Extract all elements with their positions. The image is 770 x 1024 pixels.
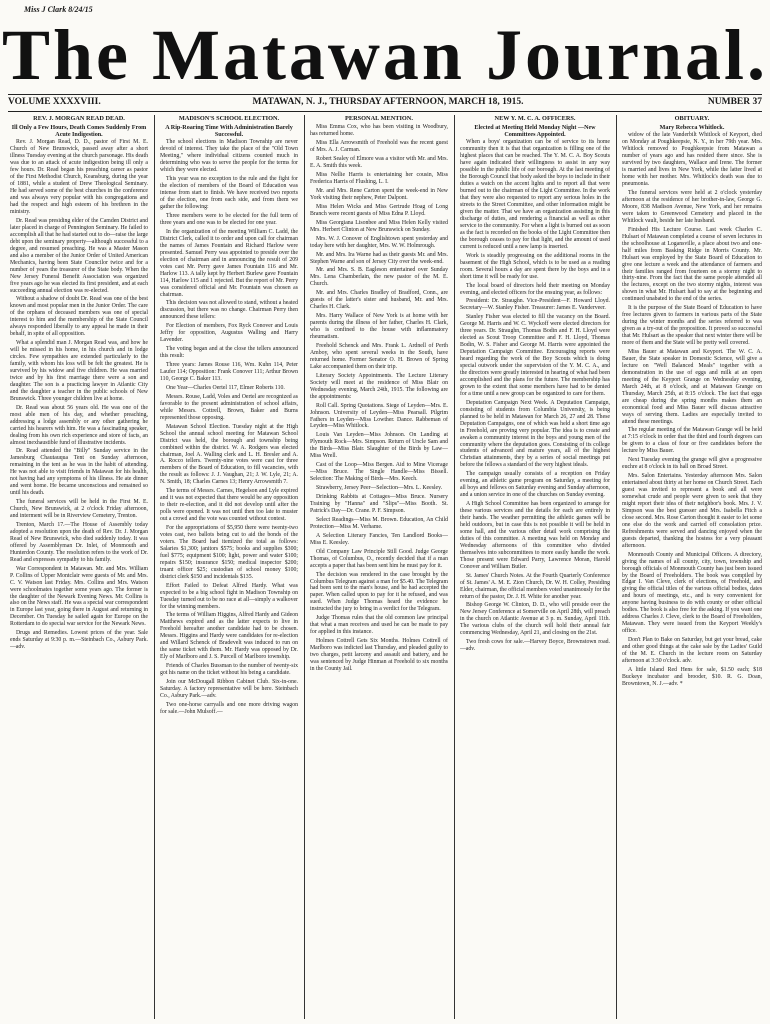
paragraph: Dr. Read was presiding elder of the Camden District and later placed in charge of Pennington Seminary. He failed to accomplish all that he had started out to do—raise the large debt upon the seminary property—although successful to a degree, and resumed preaching. He was a Master Mason and also a member of the Junior Order of United American Mechanics, having been State Councilor twice and for a number of years the treasurer of the State body. When the New Jersey Funeral Benefit Association was organized five years ago he was elected its first president, and at each succeeding annual election was re-elected.	[10, 217, 148, 294]
paragraph: Friends of Charles Bussman to the number of twenty-six got his name on the ticket without his being a candidate.	[160, 663, 298, 677]
paragraph: Miss Emma Cox, who has been visiting in Woodbury, has returned home.	[310, 124, 448, 138]
paragraph: Select Readings—Miss M. Brown. Education, An Child Protection—Miss M. Verhame.	[310, 516, 448, 530]
column-rule	[154, 115, 155, 1019]
paragraph: The terms of Messrs. Carnes, Hegelson and Lyle expired and it was not expected that there would be any opposition to their re-election, and it did not develop until after the polls were opened. It was not until then too late to muster out a crowd and the vote was counted without contest.	[160, 488, 298, 523]
paragraph: Mr. and Mrs. Ira Warne had as their guests Mr. and Mrs. Stephen Warne and son of Jersey City over the week-end.	[310, 251, 448, 265]
paragraph: Robert Sealey of Elmore was a visitor with Mr. and Mrs. E. A. Smith this week.	[310, 156, 448, 170]
paragraph: Mrs. W. J. Conover of Englishtown spent yesterday and today here with her daughter, Mrs. W. W. Holmrough.	[310, 235, 448, 249]
paragraph: Rev. J. Morgan Read, D. D., pastor of First M. E. Church of New Brunswick, passed away after a short illness Tuesday evening at the church parsonage. His death was due to an attack of acute indigestion being ill only a few hours. Dr. Read began his preaching career as pastor of the First Methodist Church, Keansburg, during the year of 1881, while a student of Drew Theological Seminary. He had served some of the best churches in the conference and was always very popular with his congregations and had the respect and high esteem of his brethren in the ministry.	[10, 139, 148, 216]
dateline	[8, 97, 762, 110]
paragraph: Messrs. Rouse, Ladd, Voles and Oertel are recognized as favorable to the present administration of school affairs, while Messrs. Cottrell, Brown, Baker and Burns represented those opposing.	[160, 393, 298, 421]
paragraph: For Election of members, Fox Ryck Conover and Louis Jeffry for opposition, Augustus Walling and Harry Lavender.	[160, 323, 298, 344]
paragraph: Miss Bauer at Matawan and Keyport. The W. C. A. Bauer, the State speaker in Domestic Science, will give a lecture on "Well Balanced Meals" together with a demonstration in the use of eggs and milk at an open meeting of the Keyport Grange on Wednesday evening, March 24th, at 8 o'clock, and at Matawan Grange on Thursday, March 25th, at 8:15 o'clock. The fact that eggs are cheap during the spring months makes them an economical food and Miss Bauer will discuss attractive ways of serving them. Ladies are especially invited to attend these meetings.	[622, 348, 762, 425]
paragraph: Mr. and Mrs. Rene Carton spent the week-end in New York visiting their nephew, Peter Dalpont.	[310, 187, 448, 201]
paragraph: Louis Van Leyden—Miss Johnson. On Landing at Plymouth Rock—Mrs. Simpson. Return of Uncle Sam and the Birds—Miss Blair. Slaughter of the Birds by Law—Miss Wrell.	[310, 432, 448, 460]
paragraph: widow of the late Vanderbilt Whitlock of Keyport, died on Monday at Poughkeepsie, N. Y., in her 79th year. Mrs. Whitlock removed to Poughkeepsie from Matawan a number of years ago and has resided there since. She is survived by two daughters, Wallace and Irene. The former is married and lives in New York, while the latter lived at home with her mother. Mrs. Whitlock's death was due to pneumonia.	[622, 132, 762, 188]
paragraph: Mr. and Mrs. Charles Bradley of Bradford, Conn., are guests of the latter's sister and husband, Mr. and Mrs. Charles H. Clark.	[310, 290, 448, 311]
article-subhead: Mary Rebecca Whitlock.	[659, 125, 725, 132]
paragraph: Dr. Read was about 56 years old. He was one of the most able men of his day, and whether preaching, addressing a lodge assembly or any other gathering he carried his hearers with him. He was a fascinating speaker, dealing from his own rich experience and store of facts, an almost inexhaustible fund of illustrative incidents.	[10, 404, 148, 446]
masthead-title: The Matawan Journal.	[1, 16, 769, 94]
paragraph: Freehold Schenck and Mrs. Frank L. Ardnell of Perth Amboy, who spent several weeks in the South, have returned home. Former Senator O. H. Brown of Spring Lake accompanied them on their trip.	[310, 342, 448, 370]
paragraph: Literary Society Appointments. The Lecture Literary Society will meet at the residence of Miss Blair on Wednesday evening, March 24th, 1915. The following are the appointments:	[310, 372, 448, 400]
article-subhead: Elected at Meeting Held Monday Night —New Committees Appointed.	[474, 125, 596, 139]
article-headline: MADISON'S SCHOOL ELECTION.	[178, 115, 280, 122]
paragraph: Drinking Rabbits at Cottages—Miss Bruce. Nursery Training by "Hanna" and "Slips"—Miss Booth. St. Patrick's Day—Dr. Crane. P. F. Simpson.	[310, 494, 448, 514]
paragraph: Holmes Cottrell Gets Six Months. Holmes Cottrell of Marlboro was indicted last Thursday, and pleaded guilty to two charges, petit larceny and assault and battery, and he was sentenced by Judge Hinman at Freehold to six months in the County Jail.	[310, 638, 448, 672]
column-4	[460, 115, 610, 1021]
paragraph: Judge Thomas rules that the old common law principal that what a man receives and used he can be made to pay for applied in this instance.	[310, 615, 448, 636]
paragraph: Deputation Campaign Next Week. A Deputation Campaign, consisting of students from Columbia University, is being planned to be held in Matawan for March 26, 27 and 28. These Deputation Campaigns, one of which was held a short time ago in Freehold, are proving very popular. The idea is to create and awaken a community interest in the boys and young men of the community where the deputation goes. Consisting of its college students of advanced and mature years, all of the highest Christian attainments, they by a series of social meetings put before the fellows a standard of the very highest ideals.	[460, 399, 610, 469]
paragraph: The school elections in Madison Township are never devoid of interest. They take the place of the "Old Town Meeting," where individual citizens counted much in determining who was to serve the people for the terms for which they were elected.	[160, 139, 298, 174]
article-subhead: Ill Only a Few Hours, Death Comes Suddenly From Acute Indigestion.	[11, 125, 147, 139]
paragraph: Finished His Lecture Course. Last week Charles C. Hulsart of Matawan completed a course of seven lectures in the schoolhouse at Logansville, a place about two and one-half miles from Basking Ridge in Morris County. Mr. Hulsart was employed by the State Board of Education to give one lecture a week and the attendance of farmers and their families ranged from fourteen on a stormy night to thirty-nine. From the fact that the same people attended all the lectures, except on the two stormy nights, interest was shown in what Mr. Hulsart had to say at the beginning and continued unabated to the end of the series.	[622, 226, 762, 303]
column-body	[622, 132, 762, 687]
paragraph: A little Island Red Hens for sale, $1.50 each; $18 Buckeye incubator and brooder, $10. R. G. Doan, Browntown, N. J.—adv. *	[622, 666, 762, 687]
column-body	[10, 139, 148, 651]
paragraph: Miss Ella Arrowsmith of Freehold was the recent guest of Mrs. A. J. Carman.	[310, 140, 448, 154]
paragraph: Dr. Read attended the "Billy" Sunday service in the Jamesburg Chautauqua Tent on Sunday afternoon, remaining in the tent as he was in the habit of attending. He was not able to visit friends in Matawan for his health, not having had any symptoms of his illness. He ate dinner and went home. He became unconscious and remained so until his death.	[10, 448, 148, 497]
column-5	[622, 115, 762, 1021]
paragraph: Effort Failed to Defeat Alfred Hardy. What was expected to be a big school fight in Madison Township on Tuesday turned out to be no race at all—simply a walkover for the winning members.	[160, 582, 298, 610]
paragraph: Stanley Fisher was elected to fill the vacancy on the Board. George M. Harris and W. C. Wyckoff were elected directors for three years. Dr. Straughn, Thomas Bodin and F. H. Lloyd were elected as Scout Troop Committee and F. H. Lloyd, Thomas Bodin, W. S. Fisher and George M. Harris were appointed the Deputation Campaign Committee. Encouraging reports were heard regarding the work of the Boy Scouts which is doing special outwork under the supervision of the Y. M. C. A., and the directors were greatly interested in hearing of what had been accomplished and the plans for the future. The membership has grown to the extent that some members have had to be denied for a time until a new group can be organized to care for them.	[460, 314, 610, 397]
paragraph: The campaign usually consists of a reception on Friday evening, an athletic game program on Saturday, a meeting for all boys and fellows on Saturday evening and Sunday afternoon, and a union service in one of the churches on Sunday evening.	[460, 471, 610, 499]
article-headline: REV. J. MORGAN READ DEAD.	[33, 115, 125, 122]
paragraph: It is the purpose of the State Board of Education to have free lectures given to farmers in various parts of the State during the winter months and the series referred to was given as a try-out of the proposition. It proved so successful that Mr. Hulsart as the speaker that next winter there will be more of them and the State will be pretty well covered.	[622, 305, 762, 347]
issue-number: NUMBER 37	[707, 97, 762, 107]
column-body	[160, 139, 298, 715]
paragraph: In the organization of the meeting William C. Ladd, the District Clerk, called it to order and upon call for chairman the names of James Fountain and Richard Harlow were presented. Samuel Perry was appointed to preside over the election of chairman and in announcing the result of 209 votes cast Mr. Perry gave James Fountain 116 and Mr. Harlow 113. A tally kept by Herbert Burlew gave Fountain 114, Harlow 115 and 1 rejected. But the report of Mr. Perry was considered official and Mr. Fountain was chosen as chairman.	[160, 228, 298, 298]
paragraph: Cast of the Loop—Miss Bergen. Aid to Mine Vicerage—Miss Bruce. The Single Handle—Miss Bissell. Selection: The Making of Birds—Mrs. Keech.	[310, 462, 448, 483]
paragraph: A Selection Literary Fancies, Ten Landlord Books—Miss E. Keesley.	[310, 532, 448, 546]
paragraph: For the appropriations of $5,950 there were twenty-two votes cast, two ballots being cut to aid the bonds of the voters. The Board had itemized the total as follows: Salaries $1,300; janitors $575; books and supplies $300; fuel $775; equipment $100; light, power and water $100; repairs $150; insurance $150; medical inspector $200; truant officer $25; custodian of school money $100; district clerk $150 and incidentals $135.	[160, 525, 298, 580]
paragraph: Old Company Law Principle Still Good. Judge George Thomas, of Columbus, O., recently decided that if a man accepts a paper that has been sent him he must pay for it.	[310, 548, 448, 569]
paragraph: Miss Georgiana Lisonbee and Miss Helen Kelly visited Mrs. Herbert Clinton at New Brunswick on Sunday.	[310, 219, 448, 233]
masthead-rule	[8, 94, 762, 95]
paragraph: Three members were to be elected for the full term of three years and one was to be elected for one year.	[160, 213, 298, 226]
paragraph: Without a shadow of doubt Dr. Read was one of the best known and most popular men in the Junior Order. The care of the orphans of deceased members was one of special interest to him and the membership of the State Council always responded liberally to any appeal he made in their behalf, in spite of all opposition.	[10, 296, 148, 338]
article-headline: PERSONAL MENTION.	[345, 115, 413, 122]
paragraph: What a splendid man J. Morgan Read was, and how he will be missed in his home, in his church and in lodge circles. Few sympathies are extended particularly to the family, with whom his loss will be felt the greatest. He is survived by his widow and five children. He was married twice and by his first marriage there were a son and daughter. The son is a practicing lawyer in Atlantic City and the daughter a teacher in the public schools of New Brunswick. Three younger children live at home.	[10, 340, 148, 402]
paragraph: The local board of directors held their meeting on Monday evening, and elected officers for the ensuing year, as follows:	[460, 282, 610, 296]
column-body	[310, 124, 448, 673]
paragraph: Mrs. Salon Entertains. Yesterday afternoon Mrs. Salon entertained about thirty at her home on Church Street. Each guest was invited to represent a book and all were somewhat crude and people were given to seek that they might report their idea of their neighbor's book. Mrs. J. V. Simpson was the best guesser and Mrs. Isabella Fitch a close second. Mrs. Rose Carton thought it easier to let some one else do the work and carried off consolation prize. Refreshments were served and dancing enjoyed when the guests departed, thanking the hostess for a very pleasant afternoon.	[622, 473, 762, 549]
paragraph: The regular meeting of the Matawan Grange will be held at 7:15 o'clock in order that the third and fourth degrees can be given to a class of four or five candidates before the lecture by Miss Bauer.	[622, 427, 762, 455]
paragraph: Miss Helen Wicks and Miss Gertrude Hoag of Long Branch were recent guests of Miss Edna P. Lloyd.	[310, 203, 448, 217]
column-body	[460, 139, 610, 653]
article-headline: NEW Y. M. C. A. OFFICERS.	[494, 115, 576, 122]
paragraph: The voting began and at the close the tellers announced this result:	[160, 346, 298, 360]
article-subhead: A Rip-Roaring Time With Administration Barely Successful.	[165, 125, 293, 139]
column-rule	[304, 115, 305, 1019]
paragraph: Monmouth County and Municipal Officers. A directory, giving the names of all county, city, town, township and borough officials of Monmouth County has just been issued by the Board of Freeholders. The book was compiled by Edgar I. Van Cleve, clerk of elections, of Freehold, and giving the official titles of the various official bodies, dates and hours of meetings, etc., and is very convenient for anyone having business to do with county or other official bodies. The book is also free for the asking. If you want one address Charles J. Cleve, clerk to the Board of Freeholders, Matawan. They were issued from the Keyport Weekly's office.	[622, 551, 762, 635]
column-rule	[454, 115, 455, 1019]
paragraph: Three years: James Rouse 116, Wm. Kuhn 114, Peter Laufer 114; Opposition: Frank Conover 111; Arthur Brown 110, George C. Baker 113.	[160, 362, 298, 382]
handwritten-annotation: Miss J Clark 8/24/15	[24, 5, 93, 14]
paragraph: Work is steadily progressing on the additional rooms in the basement of the High School, which is to be used as a reading room. Several hours a day are spent there by the boys and in a short time it will be ready for use.	[460, 252, 610, 280]
paragraph: The terms of William Higgins, Alfred Hardy and Gideon Matthews expired and as the latter expects to live in Freehold hereafter another candidate had to be chosen. Messrs. Higgins and Hardy were candidates for re-election and Willard Schenck of Bradevelt was induced to run on the same ticket with them. Mr. Hardy was opposed by Dr. Ely of Marlboro and J. S. Purcell of Marlboro township.	[160, 612, 298, 661]
paragraph: Trenton, March 17.—The House of Assembly today adopted a resolution upon the death of Rev. Dr. J. Morgan Read of New Brunswick, who died suddenly today. It was offered by Assemblyman Dr. Inlet, of Monmouth and Hunterdon County. The resolution refers to the work of Dr. Read and expresses sympathy to his family.	[10, 522, 148, 563]
paragraph: Bishop George W. Clinton, D. D., who will preside over the New Jersey Conference at Somerville on April 28th, will preach in the church on Atlantic Avenue at 3 p. m. Sunday, April 11th. The various clubs of the church will hold their annual fair commencing Wednesday, April 21, and closing on the 21st.	[460, 602, 610, 637]
paragraph: The decision was rendered in the case brought by the Columbus Telegram against a man for $5.40. The Telegram had been sent to the man's house, and he had accepted the paper. When called upon to pay for it he refused, and was sued. When Judge Thomas heard the evidence he instructed the jury to bring in a verdict for the Telegram.	[310, 571, 448, 613]
paragraph: This decision was not allowed to stand, without a heated discussion, but there was no change. Chairman Perry then announced these tellers:	[160, 300, 298, 321]
paragraph: Mr. and Mrs. S. B. Eagleson entertained over Sunday Mrs. Lena Chamberlain, the new pastor of the M. E. Church.	[310, 267, 448, 288]
dateline-rule	[8, 111, 762, 112]
paragraph: The funeral services will be held in the First M. E. Church, New Brunswick, at 2 o'clock Friday afternoon, and interment will be in Riverview Cemetery, Trenton.	[10, 499, 148, 520]
column-1	[10, 115, 148, 1021]
paragraph: Matawan School Election. Tuesday night at the High School the annual school meeting for Matawan School District was held, the borough and township being combined within the district. W. A. Rodgers was elected chairman, Joel A. Walling clerk and L. H. Bresler and A. A. Rocco tellers. Twenty-nine votes were cast for three members of the Board of Education, to fill vacancies, with the result as follows: J. J. Vaughan, 21; J. W. Lyle, 21; A. N. Smith, 18; Charles Carnes 13; Henry Arrowsmith 7.	[160, 423, 298, 486]
paragraph: Two one-horse carryalls and one more driving wagon for sale.—John Mulsoff.—	[160, 701, 298, 715]
paragraph: War Correspondent in Matawan. Mr. and Mrs. William P. Collins of Upper Montclair were guests of Mr. and Mrs. C. V. Watson last Friday. Mrs. Collins and Mrs. Watson were schoolmates together some years ago. The former is the daughter of the Newark Evening News. Mr. Collins is also on the News staff. He was a special war correspondent in Europe last year, going there in August and returning in December. On Tuesday he sailed again for Europe on the Rotterdam to do special war service for the Newark News.	[10, 565, 148, 628]
paragraph: The funeral services were held at 2 o'clock yesterday afternoon at the residence of her brother-in-law, George G. Moore, 838 Madison Avenue, New York, and her remains were taken to Greenwood Cemetery and placed in the Whitlock vault, beside her late husband.	[622, 190, 762, 224]
paragraph: One Year—Charles Oertel 117, Elmer Roberts 110.	[166, 384, 285, 391]
paragraph: St. James' Church Notes. At the Fourth Quarterly Conference of St. James' A. M. E. Zion Church, Dr. W. H. Colley, Presiding Elder, chairman, the official members voted unanimously for the return of the pastor, Dr. J. H. White for another year.	[460, 572, 610, 600]
paragraph: President: Dr. Straughn. Vice-President—F. Howard Lloyd. Secretary—W. Stanley Fisher. Treasurer: James E. Vanderveer.	[460, 298, 610, 312]
paragraph: Join our McDougall Ribbon Cabinet Club. Six-in-one. Saturday. A factory representative will be here. Steinbach Co., Asbury Park.—adv.	[160, 679, 298, 699]
paragraph: Two fresh cows for sale.—Harvey Boyce, Brownstown road.—adv.	[460, 639, 610, 653]
paragraph: Don't Plan to Bake on Saturday, but get your bread, cake and other good things at the cake sale by the Ladies' Guild of the M. E. Church in the lecture room on Saturday afternoon at 3:30 o'clock. adv.	[622, 637, 762, 664]
paragraph: Strawberry, Jersey Peer—Selection—Mrs. L. Keesley.	[316, 485, 443, 492]
paragraph: Drugs and Remedies. Lowest prices of the year. Sale ends Saturday at 9:30 p. m.—Steinbach Co., Asbury Park.—adv.	[10, 630, 148, 651]
issue-date: MATAWAN, N. J., THURSDAY AFTERNOON, MARCH 18, 1915.	[252, 97, 524, 107]
paragraph: Miss Nellie Harris is entertaining her cousin, Miss Frederica Harris of Flushing, L. I.	[310, 172, 448, 185]
article-headline: OBITUARY.	[674, 115, 710, 122]
masthead	[0, 16, 770, 94]
column-2	[160, 115, 298, 1021]
paragraph: When a boys' organization can be of service to its home community then it is that that organization is filling one of the highest places that can be reached. The Y. M. C. A. Boy Scouts have again indicated their willingness to assist in any way possible in the public life of our borough. At the last meeting of the Borough Council that body asked the boys to include in their duties a watch on the accent lights and to report all that were burned out to the chairman of the Light Committee. In the work that they were also requested to report any serious holes in the streets to the Street Committee, and other information might be given the matter. That we have an organization assisting in this discharge of duties, and rendering a financial as well as other service to the community. For when a light is burned out as soon as the fact is recorded on the books of the Light Committee then the borough ceases to pay for that light, and the amount of used current is reduced until a new lamp is inserted.	[460, 139, 610, 250]
paragraph: Next Tuesday evening the grange will give a progressive euchre at 8 o'clock in its hall on Broad Street.	[622, 457, 762, 471]
volume-label: VOLUME XXXXVIII.	[8, 97, 101, 107]
paragraph: Roll Call. Spring Quotations. Siege of Leyden—Mrs. E. Johnson. University of Leyden—Miss Pearsall. Pilgrim Fathers in Leyden—Miss Lowther. Dance. Rabbeman of Leyden—Miss Whitlock.	[310, 402, 448, 430]
column-rule	[616, 115, 617, 1019]
column-3	[310, 115, 448, 1021]
paragraph: Mrs. Harry Wallace of New York is at home with her parents during the illness of her father, Charles H. Clark, who is confined to the house with inflammatory rheumatism.	[310, 313, 448, 341]
paragraph: A High School Committee has been organized to arrange for these various services and the details for each are entirely in their hands. The weather permitting the athletic games will be held outdoors, but in case this is not possible it will be held in some hall, and the various other detail work comprising the duties of this committee. A meeting was held on Monday and Wednesday afternoons of this committee who divided themselves into subcommittees to more easily handle the work. Those present were Edward Parry, Lawrence Moran, Harold Conover and William Butler.	[460, 501, 610, 570]
paragraph: This year was no exception to the rule and the fight for the election of members of the Board of Education was intense from start to finish. We have received two reports of the election, one from each side, and from them we gather the following:	[160, 176, 298, 211]
